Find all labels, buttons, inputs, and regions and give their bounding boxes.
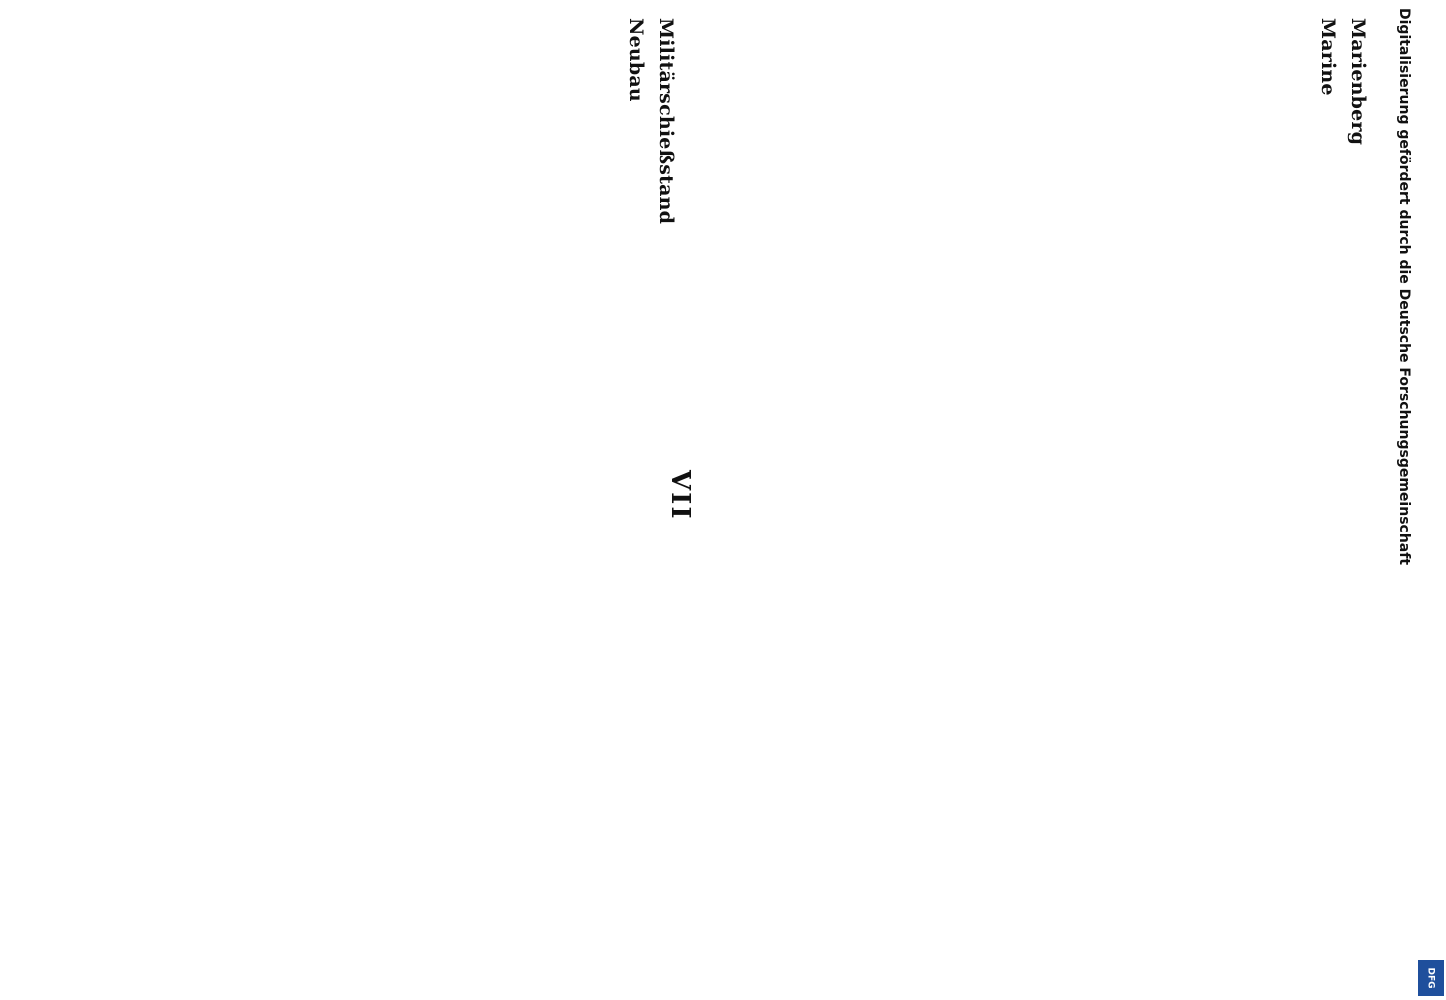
index-entry-heading: Militärschießstand bbox=[655, 18, 677, 225]
dfg-logo bbox=[1418, 960, 1444, 996]
page-number: VII bbox=[665, 470, 695, 521]
index-entry bbox=[651, 18, 681, 978]
index-entry bbox=[1343, 18, 1373, 978]
index-entry bbox=[621, 18, 651, 978]
index-entry-heading: Marienberg bbox=[1347, 18, 1369, 146]
index-entry-heading: Neubau bbox=[625, 18, 648, 102]
digitization-credit: Digitalisierung gefördert durch die Deutsche Forschungsgemeinschaft bbox=[1396, 8, 1412, 566]
index-column-left bbox=[0, 18, 680, 978]
dfg-logo-text: DFG bbox=[1425, 967, 1436, 989]
index-entry-heading: Marine bbox=[1317, 18, 1340, 96]
index-entry bbox=[1313, 18, 1343, 978]
